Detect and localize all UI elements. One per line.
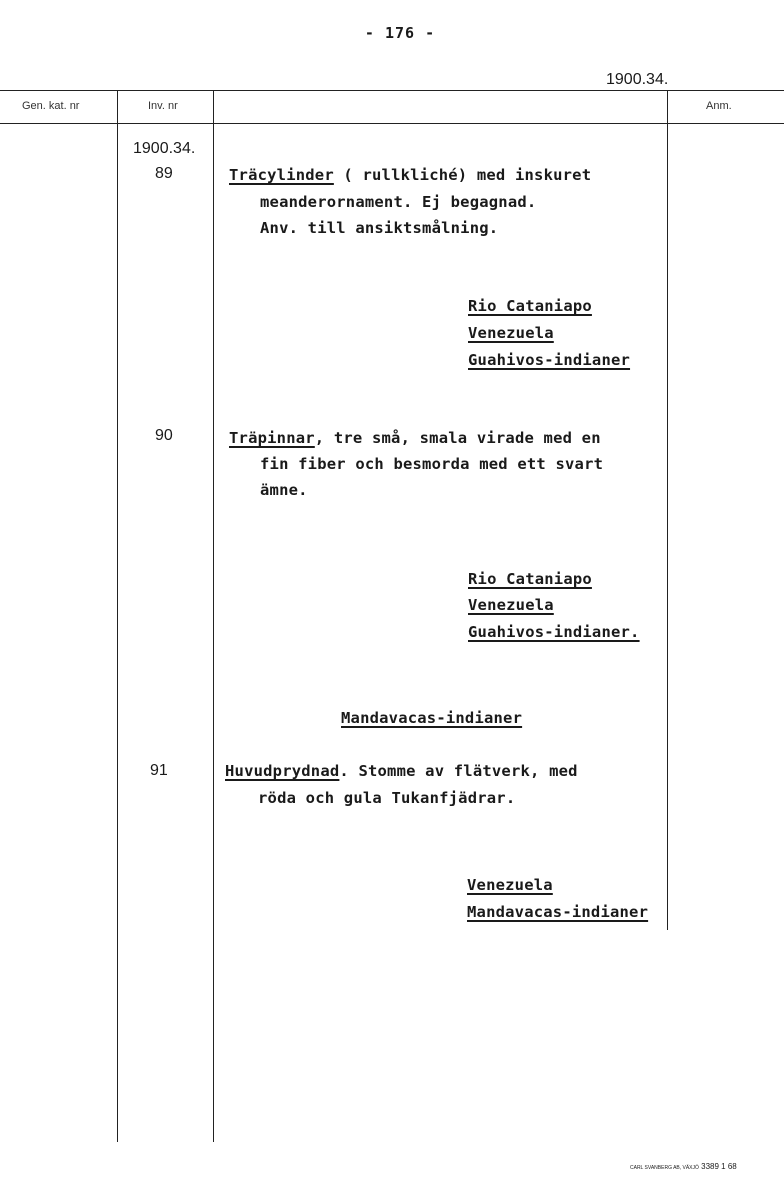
column-divider-gen-inv xyxy=(117,90,118,1142)
provenance-people: Mandavacas-indianer xyxy=(467,903,649,921)
accession-marker: 1900.34. xyxy=(133,140,196,157)
entry-description-line xyxy=(229,166,591,184)
entry-description-line: fin fiber och besmorda med ett svart xyxy=(260,455,604,473)
printer-footer xyxy=(630,1162,737,1171)
accession-number-header: 1900.34. xyxy=(606,71,669,88)
inventory-number: 90 xyxy=(155,427,173,444)
entry-text: . Stomme av flätverk, med xyxy=(339,762,578,780)
provenance-locality: Rio Cataniapo xyxy=(468,570,592,588)
provenance-locality: Rio Cataniapo xyxy=(468,297,592,315)
entry-description-line: ämne. xyxy=(260,481,308,499)
entry-description-line: meanderornament. Ej begagnad. xyxy=(260,193,537,211)
provenance-people: Guahivos-indianer. xyxy=(468,623,640,641)
provenance-country: Venezuela xyxy=(468,324,554,342)
provenance-people: Guahivos-indianer xyxy=(468,351,631,369)
inventory-number: 89 xyxy=(155,165,173,182)
entry-description-line: röda och gula Tukanfjädrar. xyxy=(258,789,516,807)
entry-text: ( rullkliché) med inskuret xyxy=(343,166,592,184)
column-header-anm: Anm. xyxy=(706,100,732,112)
entry-title: Träcylinder xyxy=(229,166,334,184)
provenance-country: Venezuela xyxy=(467,876,553,894)
section-heading: Mandavacas-indianer xyxy=(341,709,523,727)
printer-name: CARL SVANBERG AB, VÄXJÖ xyxy=(630,1165,699,1171)
entry-description-line xyxy=(225,762,578,780)
column-divider-text-anm xyxy=(667,90,668,930)
page-number: - 176 - xyxy=(364,24,436,42)
entry-description-line: Anv. till ansiktsmålning. xyxy=(260,219,499,237)
inventory-number: 91 xyxy=(150,762,168,779)
column-header-gen-kat: Gen. kat. nr xyxy=(22,100,80,112)
provenance-country: Venezuela xyxy=(468,596,554,614)
entry-title: Huvudprydnad xyxy=(225,762,340,780)
form-code: 3389 1 68 xyxy=(701,1162,737,1171)
column-divider-inv-text xyxy=(213,90,214,1142)
entry-text: , tre små, smala virade med en xyxy=(314,429,601,447)
entry-title: Träpinnar xyxy=(229,429,315,447)
entry-description-line xyxy=(229,429,601,447)
column-header-inv: Inv. nr xyxy=(148,100,178,112)
